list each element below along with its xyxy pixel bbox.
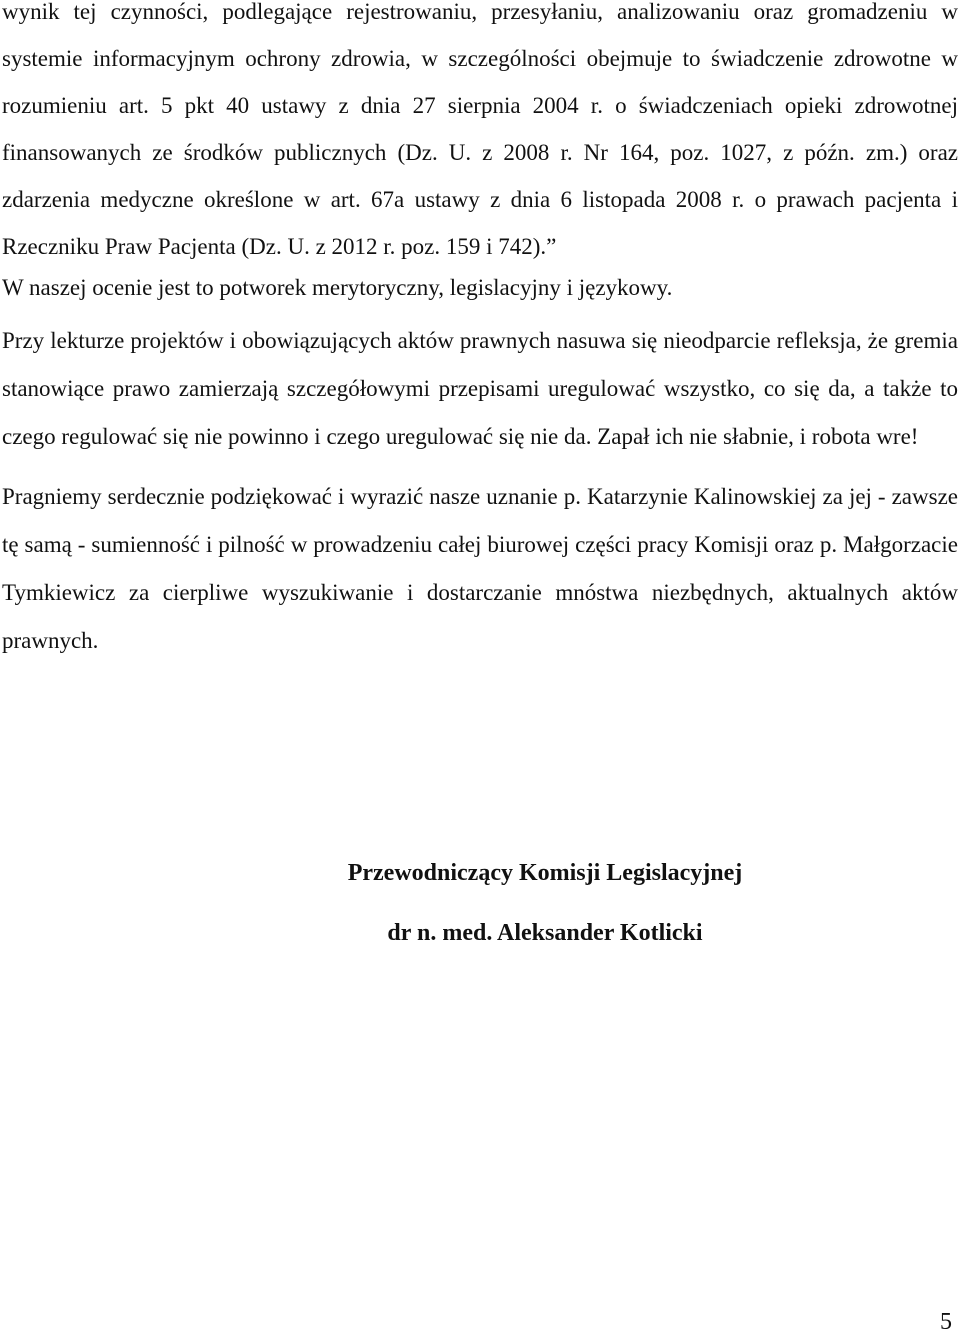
paragraph-assessment: W naszej ocenie jest to potworek merytoryczny, legislacyjny i językowy. — [2, 275, 673, 300]
paragraph-acknowledgements: Pragniemy serdecznie podziękować i wyrazić nasze uznanie p. Katarzynie Kalinowskiej za jej - zawsze tę samą - sumienność i pilność w prowadzeniu całej biurowej części pracy Komisji oraz p. Małgorzacie Tymkiewicz za cierpliwe wyszukiwanie i dostarczanie mnóstwa niezbędnych, aktualnych aktów prawnych. — [2, 484, 958, 653]
paragraph-reflection: Przy lekturze projektów i obowiązujących aktów prawnych nasuwa się nieodparcie refleksja, że gremia stanowiące prawo zamierzają szczegółowymi przepisami uregulować wszystko, co się da, a także to czego regulować się nie powinno i czego uregulować się nie da. Zapał ich nie słabnie, i robota wre! — [2, 328, 958, 449]
page-number: 5 — [940, 1309, 952, 1335]
paragraph-legal-definition: wynik tej czynności, podlegające rejestrowaniu, przesyłaniu, analizowaniu oraz gromadzeniu w systemie informacyjnym ochrony zdrowia, w szczególności obejmuje to świadczenie zdrowotne w rozumieniu art. 5 pkt 40 ustawy z dnia 27 sierpnia 2004 r. o świadczeniach opieki zdrowotnej finansowanych ze środków publicznych (Dz. U. z 2008 r. Nr 164, poz. 1027, z późn. zm.) oraz zdarzenia medyczne określone w art. 67a ustawy z dnia 6 listopada 2008 r. o prawach pacjenta i Rzeczniku Praw Pacjenta (Dz. U. z 2012 r. poz. 159 i 742).” — [2, 0, 958, 259]
signature-role: Przewodniczący Komisji Legislacyjnej — [347, 860, 743, 886]
document-body — [2, 0, 958, 665]
signature-name: dr n. med. Aleksander Kotlicki — [387, 920, 703, 946]
